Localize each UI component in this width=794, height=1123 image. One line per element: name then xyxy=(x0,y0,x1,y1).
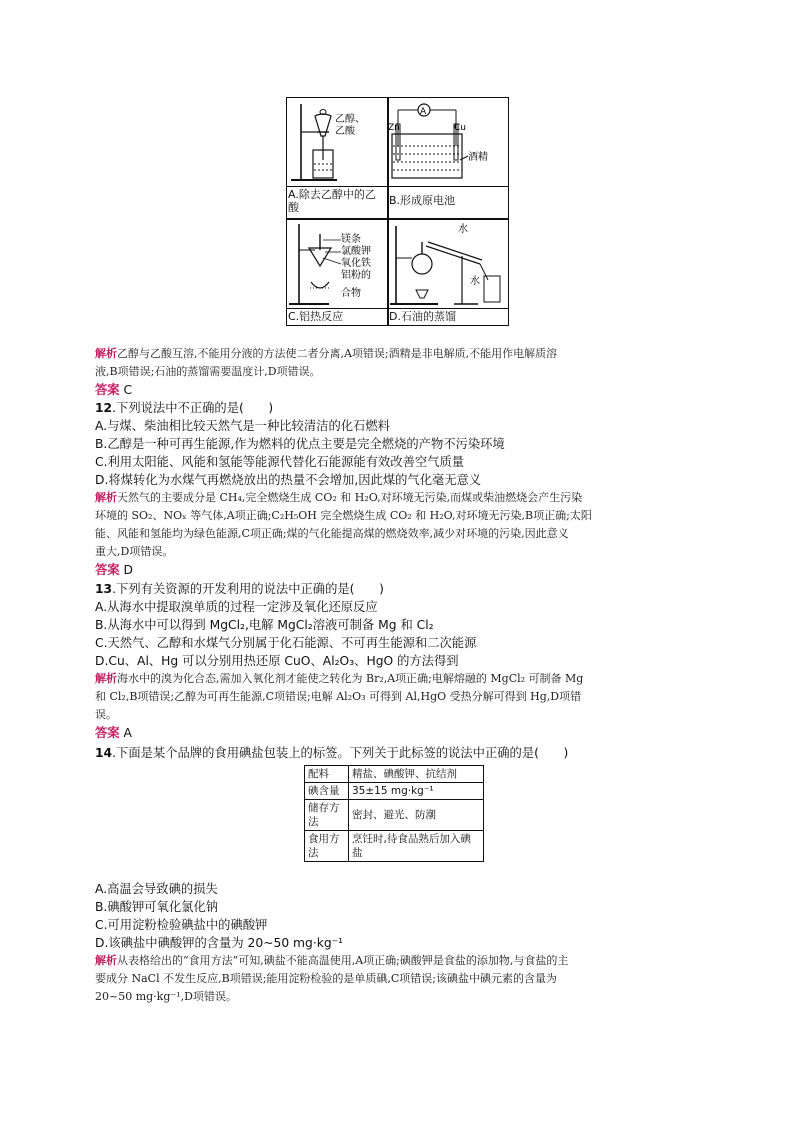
q13-option-b: B.从海水中可以得到 MgCl₂,电解 MgCl₂溶液可制备 Mg 和 Cl₂ xyxy=(95,618,434,632)
funnel-label-acetic-acid: 乙酸 xyxy=(335,126,355,137)
q12-explanation-2: 环境的 SO₂、NOₓ 等气体,A项正确;C₂H₅OH 完全燃烧生成 CO₂ 和 H₂O,对环境无污染,B项正确;太阳 xyxy=(95,509,592,522)
caption-d: D.石油的蒸馏 xyxy=(389,310,456,323)
explain-label: 解析 xyxy=(95,347,117,360)
q12-option-b: B.乙醇是一种可再生能源,作为燃料的优点主要是完全燃烧的产物不污染环境 xyxy=(95,437,505,451)
electrode-zn: Zn xyxy=(388,123,400,133)
q12-option-d: D.将煤转化为水煤气再燃烧放出的热量不会增加,因此煤的气化毫无意义 xyxy=(95,473,482,487)
label-fe2o3: 氧化铁 xyxy=(341,258,371,269)
q12-option-c: C.利用太阳能、风能和氢能等能源代替化石能源能有效改善空气质量 xyxy=(95,455,465,469)
figure-cell-a xyxy=(287,98,387,218)
figure-cell-b xyxy=(388,98,509,218)
q13-option-d: D.Cu、Al、Hg 可以分别用热还原 CuO、Al₂O₃、HgO 的方法得到 xyxy=(95,654,459,668)
q13-option-a: A.从海水中提取溴单质的过程一定涉及氧化还原反应 xyxy=(95,600,378,614)
q14-option-a: A.高温会导致碘的损失 xyxy=(95,882,218,896)
q12-block xyxy=(95,399,705,579)
q14-block xyxy=(95,880,705,1006)
q14-explanation: 解析从表格给出的“食用方法”可知,碘盐不能高温使用,A项正确;碘酸钾是食盐的添加物,与食盐的主 xyxy=(95,954,569,967)
caption-a: A.除去乙醇中的乙酸 xyxy=(288,188,376,214)
thermite-illustration xyxy=(287,220,387,308)
q11-block xyxy=(95,345,705,399)
q11-explanation: 解析乙醇与乙酸互溶,不能用分液的方法使二者分离,A项错误;酒精是非电解质,不能用作电解质溶 xyxy=(95,347,558,360)
apparatus-figure xyxy=(286,97,509,326)
q13-option-c: C.天然气、乙醇和水煤气分别属于化石能源、不可再生能源和二次能源 xyxy=(95,636,477,650)
q12-explanation-3: 能、风能和氢能均为绿色能源,C项正确;煤的气化能提高煤的燃烧效率,减少对环境的污染,因此意义 xyxy=(95,527,569,540)
separatory-funnel-illustration xyxy=(287,98,387,186)
q13-explanation-3: 误。 xyxy=(95,708,117,721)
q14-explanation-3: 20~50 mg·kg⁻¹,D项错误。 xyxy=(95,990,237,1003)
q14-stem: 14.下面是某个品牌的食用碘盐包装上的标签。下列关于此标签的说法中正确的是( ) xyxy=(95,746,569,760)
liquid-label: 酒精 xyxy=(468,152,488,163)
table-key: 食用方法 xyxy=(305,831,349,862)
table-value: 烹饪时,待食品熟后加入碘盐 xyxy=(349,831,484,862)
table-row xyxy=(305,831,484,862)
q11-explanation-cont: 液,B项错误;石油的蒸馏需要温度计,D项错误。 xyxy=(95,365,321,378)
q14-option-c: C.可用淀粉检验碘盐中的碘酸钾 xyxy=(95,918,268,932)
q14-option-b: B.碘酸钾可氧化氯化钠 xyxy=(95,900,219,914)
table-row xyxy=(305,783,484,800)
label-mixture: 合物 xyxy=(341,288,361,299)
table-key: 储存方法 xyxy=(305,800,349,831)
table-key: 配料 xyxy=(305,766,349,783)
figure-cell-c xyxy=(287,220,387,325)
q12-stem: 12.下列说法中不正确的是( ) xyxy=(95,401,274,415)
label-kclo3: 氯酸钾 xyxy=(341,246,371,257)
table-row xyxy=(305,766,484,783)
water-inlet-label: 水 xyxy=(470,276,480,287)
electrode-cu: Cu xyxy=(454,123,466,133)
q13-block xyxy=(95,580,705,742)
label-mg-strip: 镁条 xyxy=(341,234,361,245)
salt-label-table xyxy=(304,765,484,862)
funnel-label-ethanol: 乙醇、 xyxy=(335,114,365,125)
q11-answer: 答案 C xyxy=(95,383,133,397)
q14-explanation-2: 要成分 NaCl 不发生反应,B项错误;能用淀粉检验的是单质碘,C项错误;该碘盐中碘元素的含量为 xyxy=(95,972,558,985)
table-value: 密封、避光、防潮 xyxy=(349,800,484,831)
table-value: 35±15 mg·kg⁻¹ xyxy=(349,783,484,800)
distillation-illustration xyxy=(388,220,509,308)
q13-explanation: 解析海水中的溴为化合态,需加入氧化剂才能使之转化为 Br₂,A项正确;电解熔融的 MgCl₂ 可制备 Mg xyxy=(95,672,584,685)
q12-option-a: A.与煤、柴油相比较天然气是一种比较清洁的化石燃料 xyxy=(95,419,390,433)
galvanic-cell-illustration xyxy=(388,98,509,186)
water-outlet-label: 水 xyxy=(458,224,468,235)
q12-explanation-4: 重大,D项错误。 xyxy=(95,545,174,558)
table-key: 碘含量 xyxy=(305,783,349,800)
q14-stem-block xyxy=(95,744,705,762)
table-row xyxy=(305,800,484,831)
q12-answer: 答案 D xyxy=(95,563,134,577)
table-value: 精盐、碘酸钾、抗结剂 xyxy=(349,766,484,783)
ammeter-label: A xyxy=(420,107,427,117)
caption-b: B.形成原电池 xyxy=(389,194,456,207)
label-al-powder: 铝粉的 xyxy=(341,270,371,281)
caption-c: C.铝热反应 xyxy=(288,310,344,323)
q13-stem: 13.下列有关资源的开发利用的说法中正确的是( ) xyxy=(95,582,384,596)
figure-cell-d xyxy=(388,220,509,325)
q13-answer: 答案 A xyxy=(95,726,132,740)
q14-option-d: D.该碘盐中碘酸钾的含量为 20~50 mg·kg⁻¹ xyxy=(95,936,344,950)
q12-explanation: 解析天然气的主要成分是 CH₄,完全燃烧生成 CO₂ 和 H₂O,对环境无污染,而煤或柴油燃烧会产生污染 xyxy=(95,491,583,504)
q13-explanation-2: 和 Cl₂,B项错误;乙醇为可再生能源,C项错误;电解 Al₂O₃ 可得到 Al,HgO 受热分解可得到 Hg,D项错 xyxy=(95,690,582,703)
